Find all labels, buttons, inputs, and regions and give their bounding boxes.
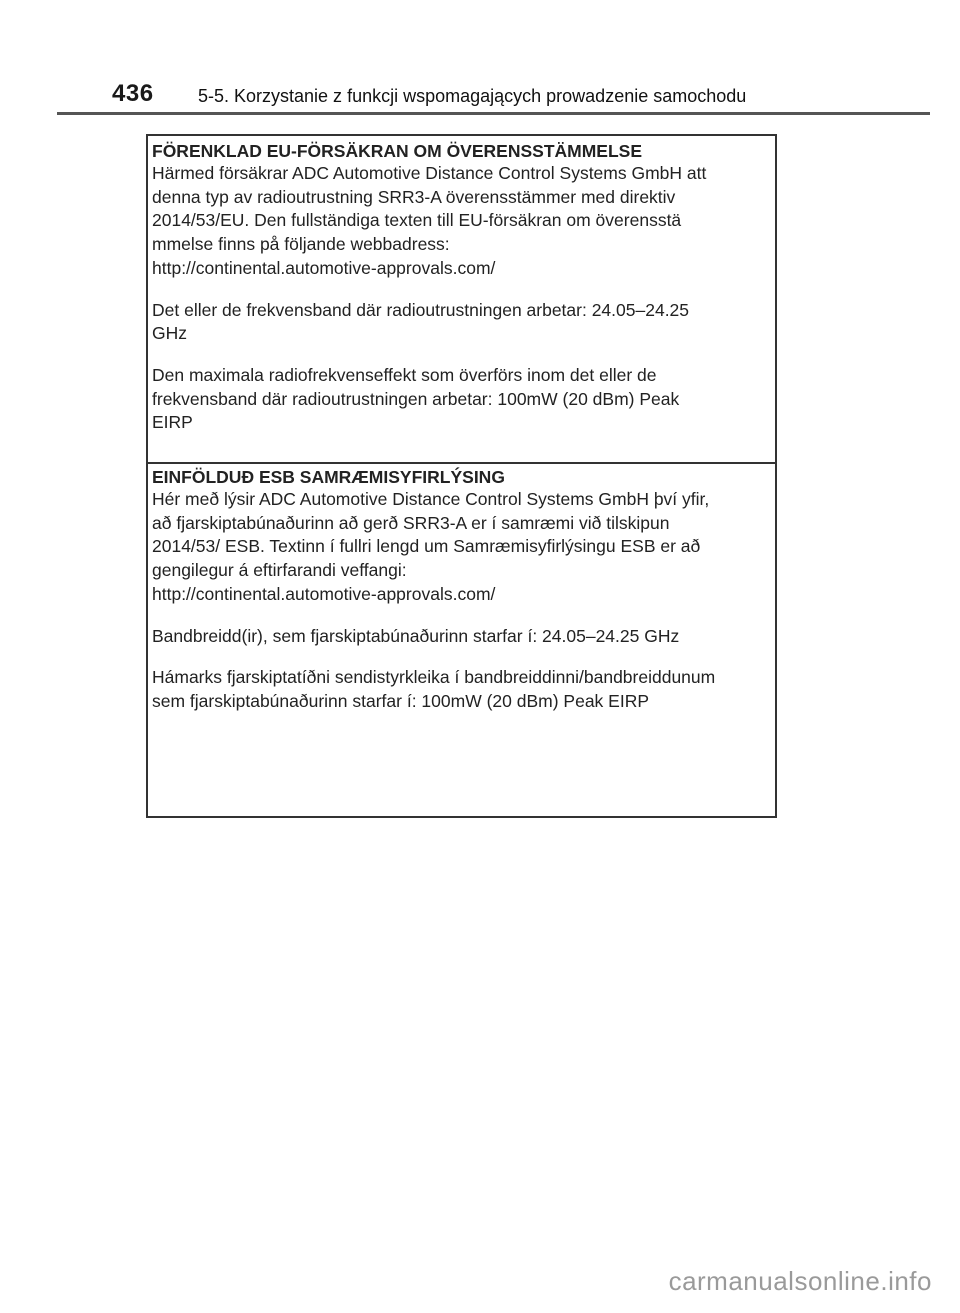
text-line: Det eller de frekvensband där radioutrustningen arbetar: 24.05–24.25 — [152, 299, 690, 320]
watermark: carmanualsonline.info — [668, 1266, 932, 1296]
text-line: GHz — [152, 323, 187, 344]
page-header — [112, 80, 932, 110]
declaration-box — [146, 134, 777, 818]
text-line: gengilegur á eftirfarandi veffangi: — [152, 560, 407, 581]
icelandic-paragraph-2 — [152, 625, 775, 649]
text-line: 2014/53/EU. Den fullständiga texten till EU-försäkran om överensstä — [152, 210, 682, 231]
text-line: Bandbreidd(ir), sem fjarskiptabúnaðurinn starfar í: 24.05–24.25 GHz — [152, 625, 680, 646]
swedish-paragraph-3 — [152, 364, 775, 435]
swedish-paragraph-2 — [152, 299, 775, 346]
text-line: Hámarks fjarskiptatíðni sendistyrkleika í bandbreiddinni/bandbreiddunum — [152, 667, 716, 688]
icelandic-declaration — [148, 466, 775, 714]
text-line: 2014/53/ ESB. Textinn í fullri lengd um Samræmisyfirlýsingu ESB er að — [152, 536, 701, 557]
swedish-declaration — [148, 140, 775, 463]
icelandic-title: EINFÖLDUÐ ESB SAMRÆMISYFIRLÝSING — [152, 467, 505, 487]
text-line: sem fjarskiptabúnaðurinn starfar í: 100mW (20 dBm) Peak EIRP — [152, 690, 650, 711]
text-line: EIRP — [152, 412, 193, 433]
swedish-paragraph-1 — [152, 162, 775, 281]
text-line: mmelse finns på följande webbadress: — [152, 234, 450, 255]
text-line: Härmed försäkrar ADC Automotive Distance Control Systems GmbH att — [152, 163, 707, 183]
text-line: Hér með lýsir ADC Automotive Distance Control Systems GmbH því yfir, — [152, 489, 710, 509]
chapter-title: 5-5. Korzystanie z funkcji wspomagających prowadzenie samochodu — [198, 86, 747, 106]
section-divider — [148, 462, 775, 464]
text-line: frekvensband där radioutrustningen arbetar: 100mW (20 dBm) Peak — [152, 388, 680, 409]
header-rule — [57, 112, 930, 115]
text-line: denna typ av radioutrustning SRR3-A överensstämmer med direktiv — [152, 186, 676, 207]
icelandic-paragraph-3 — [152, 666, 775, 713]
text-line: Den maximala radiofrekvenseffekt som överförs inom det eller de — [152, 364, 657, 385]
icelandic-paragraph-1 — [152, 488, 775, 607]
page-number: 436 — [112, 80, 154, 107]
swedish-title: FÖRENKLAD EU-FÖRSÄKRAN OM ÖVERENSSTÄMMELSE — [152, 141, 643, 161]
text-line: að fjarskiptabúnaðurinn að gerð SRR3-A er í samræmi við tilskipun — [152, 512, 670, 533]
url-text: http://continental.automotive-approvals.com/ — [152, 583, 496, 604]
url-text: http://continental.automotive-approvals.com/ — [152, 257, 496, 278]
